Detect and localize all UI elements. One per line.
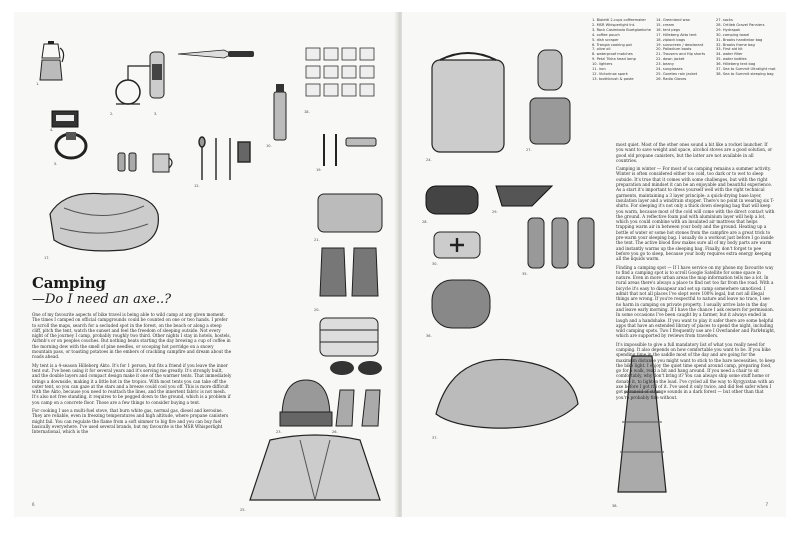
legend-item: 35. water bottles: [716, 57, 747, 62]
figure-number: 19.: [316, 168, 322, 172]
moka-pot-illustration: [36, 40, 66, 84]
figure-number: 4.: [50, 128, 54, 132]
bowie-knife-illustration: [176, 46, 256, 62]
figure-number: 18.: [304, 110, 310, 114]
legend-item: 26. Radio Gloves: [656, 76, 687, 81]
legend-item: 22. down jacket: [656, 57, 685, 62]
legend-item: 15. cream: [656, 22, 675, 27]
legend-item: 1. Bialetti 2-cups coffeemaker: [592, 18, 646, 22]
sleeping-mat-illustration: [432, 344, 582, 434]
figure-number: 10.: [266, 144, 272, 148]
legend-item: 31. Brooks handlebar bag: [716, 37, 763, 42]
legend-item: 2. MSR Whisperlight Int.: [592, 22, 636, 27]
legend-item: 18. ziplock bags: [656, 37, 686, 42]
head-lamp-illustration: [54, 130, 88, 162]
legend-column-3: [716, 18, 776, 77]
toothbrush-illustration: [316, 132, 380, 168]
stove-and-fuel-illustration: [110, 48, 174, 112]
legend-item: 21. Trousers and Hip shorts: [656, 52, 706, 57]
mug-illustration: [150, 150, 176, 176]
legend-item: 16. tent pegs: [656, 27, 680, 32]
beanie-illustration: [276, 374, 336, 430]
body-paragraph: It's impossible to give a full mandatory list of what you really need for camping. It also depends on how comfortable you want to be. If you bike spending time in the saddle most of the day and are going for the maximum distance you might want to stick to the bare necessities, to keep the bike light. I enjoy the quiet time spend around camp, preparing food, go for a walk, read a bit and hang around. If you need a chair to sit comfortably, why don't bring it? You can always ship some stuff home or donate it, to lighten the load. I've cycled all the way to Kyrgyzstan with an axe before I got rid of it. I've used it only twice, and did feel safer when I got paranoid of strange sounds in a dark forest — but other than that you're probably fine without.: [616, 341, 776, 400]
body-paragraph: My tent is a 4-season Hilleberg Akto. It's for 1 person, but fits a friend if you leave the inner tent out. I've been using it for several years and it's serving me greatly. It's strongly built, and the double layers and compact design make it one of the warmer tents. That immediately brings a downside, making it a little hot in the tropics. With most tents you can take off the outer tent, so you can gaze at the stars and a breeze could cool you off. This is more difficult with the Akto, because you need to reattach the lines, and the innertent fabric is not mesh. It's also not free standing, it requires to be pegged down to the ground, which is a problem if you camp on a concrete floor. Those are a few things to consider buying a tent.: [32, 362, 232, 405]
legend-item: 32. Brooks frame bag: [716, 42, 755, 47]
legend-item: 29. Hydrapak: [716, 27, 741, 32]
legend-item: 28. Ortlieb Gravel Panniers: [716, 22, 765, 27]
legend-item: 36. Hilleberg tent bag: [716, 62, 756, 67]
body-paragraph: Camping in winter — For most of us camping remains a summer activity. Winter is often considered either too cold, too dark or to wet to sleep outside. It's true that it comes with some challenges, but with the right preparation and mindset it can be an enjoyable and beautiful experience. As a start it's important to dress yourself well with the right technical garments, maintaining a 3 layer principle: a quick-drying base layer, insulation layer and a wind/rain stopper. There's no point in wearing six T-shirts. For sleeping it's not only a thick down sleeping bag that will keep you warm, because most of the cold will come with the direct contact with the ground. A reflective foam pad with aluminium layer will help a lot, which you could combine with an insulated air mattress that helps trapping warm air in between your body and the ground. Heating up a bottle of water or some hot stones from the campfire are a great trick to pre-warm your sleeping bag. I usually do a workout just before I go inside the tent. The active blood flow makes sure all of my body parts are warm and instantly warms up the sleeping bag. Finally, don't forget to pee before you go to sleep, because your body requires extra energy keeping all the liquids warm.: [616, 166, 775, 262]
figure-number: 37.: [432, 436, 438, 440]
legend-item: 38. Sea to Summit sleeping bag: [716, 71, 774, 76]
gloves-illustration: [332, 386, 388, 430]
figure-number: 24.: [426, 158, 432, 162]
pannier-bag-illustration: [426, 46, 510, 156]
bottles-illustration: [266, 80, 294, 144]
figure-number: 3.: [154, 112, 158, 116]
legend-item: 14. Greenland wax: [656, 18, 690, 22]
ziplock-bags-illustration: [304, 46, 380, 110]
legend-item: 23. beany: [656, 62, 674, 67]
figure-number: 1.: [36, 82, 40, 86]
left-body-text: [32, 312, 232, 438]
figure-number: 29.: [492, 210, 498, 214]
figure-number: 5.: [54, 162, 58, 166]
legend-item: 5. dish scraper: [592, 37, 619, 42]
legend-column-1: [592, 18, 651, 82]
figure-number: 23.: [276, 430, 282, 434]
legend-item: 27. socks: [716, 18, 733, 22]
legend-item: 30. camping towel: [716, 32, 750, 37]
right-page: [402, 12, 786, 517]
trousers-illustration: [314, 188, 386, 238]
legend-column-2: [656, 18, 705, 82]
legend-item: 37. Sea to Summit Ultralight mat: [716, 67, 776, 72]
legend-item: 19. sunscreen / deodorant: [656, 42, 704, 47]
article-subtitle: —Do I need an axe..?: [32, 292, 172, 307]
legend-item: 12. Victorinox spork: [592, 71, 628, 76]
handlebar-bag-illustration: [422, 180, 482, 220]
page-number-left: 6: [32, 502, 35, 507]
legend-item: 7. olive oil: [592, 47, 611, 52]
figure-number: 17.: [44, 256, 50, 260]
legend-item: 4. coffee pouch: [592, 32, 620, 37]
article-title: Camping: [32, 274, 106, 292]
body-paragraph: For cooking I use a multi-fuel stove, that burn white gas, normal gas, diesel and kerosine. They are reliable, even in freezing temperatures and high altitude, where propane canisters might fail. You can regulate the flame from a soft simmer to big fire and you can buy fuel basically everywhere. I've used several brands, but my favourite is the MSR Whisperlight International, which is the: [32, 408, 229, 435]
condiment-jars-illustration: [116, 147, 138, 173]
figure-number: 12.: [194, 184, 200, 188]
body-paragraph: most quiet. Most of the other ones sound a bit like a rocket launcher. If you want to save weight and space, alcohol stoves are a good solution, or good old propane canisters, but the latter are not available in all countries.: [616, 142, 773, 163]
figure-number: 35.: [522, 272, 528, 276]
legend-item: 24. sunglasses: [656, 67, 683, 72]
legend-item: 8. waterproof matches: [592, 52, 633, 57]
boots-illustration: [314, 244, 386, 308]
legend-item: 3. Rock Casimbola Buetgloebche: [592, 27, 652, 32]
legend-item: 33. First aid kit: [716, 47, 743, 52]
body-paragraph: Finding a camping spot — If I have service on my phone my favourite way to find a camping spot is to scroll Google Satellite for some space in nature. Even in more urban areas the map information tells me a lot. In rural areas there's always a place to find not too far from the road. With a bicycle it's easy to dissapear and set up camp somewhere unnoticed. I admit that not all places I've slept were 100% legal, but not all illegal things are wrong. If you're respectful to nature and leave no trace, I see no harm in camping on private property. I usually arrive late in the day and leave early morning. If I have the chance I ask owners for permission. In some occasions I've been caught by a farmer, but it always ended in laugh and a handshake. If you want to play it safer there are some helpful apps that have an extended library of places to spend the night, including wild camping spots. Two I frequently use are I Overlander and Park4night, which are supported by reviews from travellers.: [616, 264, 776, 339]
legend-item: 11. iron: [592, 67, 606, 72]
tent-bundle-illustration: [44, 184, 164, 256]
legend-item: 20. Palladium boots: [656, 47, 692, 52]
legend-item: 34. water filter: [716, 52, 743, 57]
legend-item: 25. Goretex rain jacket: [656, 71, 698, 76]
legend-item: 6. Trangia cooking pot: [592, 42, 632, 47]
legend-item: 17. Hilleberg Akto tent: [656, 32, 697, 37]
coffee-pouch-illustration: [50, 107, 80, 129]
rain-jacket-illustration: [240, 430, 390, 508]
down-jacket-illustration: [314, 312, 384, 362]
spork-and-cutlery-illustration: [194, 134, 254, 184]
figure-number: 27.: [526, 148, 532, 152]
figure-number: 25.: [240, 508, 246, 512]
figure-number: 36.: [426, 334, 432, 338]
legend-item: 9. Petzl Tikka head lamp: [592, 57, 636, 62]
page-number-right: 7: [765, 502, 768, 507]
water-bottles-illustration: [522, 208, 606, 272]
towel-illustration: [526, 94, 574, 148]
figure-number: 2.: [110, 112, 114, 116]
body-paragraph: One of my favourite aspects of bike travel is being able to wild camp at any given moment. The times I camped on official campgrounds could be counted on one or two hands. I prefer to scroll the maps, search for a secluded spot in the forest, on the beach or along a steep cliff, pitch the tent, watch the sunset and feel the freedom of sleeping outside. Not every night of the journey I camp, probably roughly two third. Other nights I stay in hotels, hostels, Airbnb's or on peoples couches. But nothing beats starting the day brewing a cup of coffee in the morning dew with the smell of pine needles, or scooping hot porridge on a snowy mountain pass, or toasting potatoes in the embers of crackling campfire and dream about the roads ahead.: [32, 312, 232, 360]
tent-bag-illustration: [426, 274, 496, 334]
figure-number: 21.: [314, 238, 320, 242]
sunglasses-illustration: [326, 358, 386, 378]
left-page: [14, 12, 398, 517]
magazine-spread: [14, 12, 786, 517]
figure-number: 38.: [612, 504, 618, 508]
figure-number: 20.: [314, 308, 320, 312]
figure-number: 30.: [432, 262, 438, 266]
hydrapak-illustration: [532, 42, 568, 94]
figure-number: 28.: [422, 220, 428, 224]
first-aid-kit-illustration: [432, 228, 482, 262]
right-body-text: [616, 142, 776, 403]
legend-item: 13. toothbrush & paste: [592, 76, 634, 81]
frame-bag-illustration: [492, 182, 556, 210]
figure-number: 26.: [332, 430, 338, 434]
legend-item: 10. lighters: [592, 62, 613, 67]
